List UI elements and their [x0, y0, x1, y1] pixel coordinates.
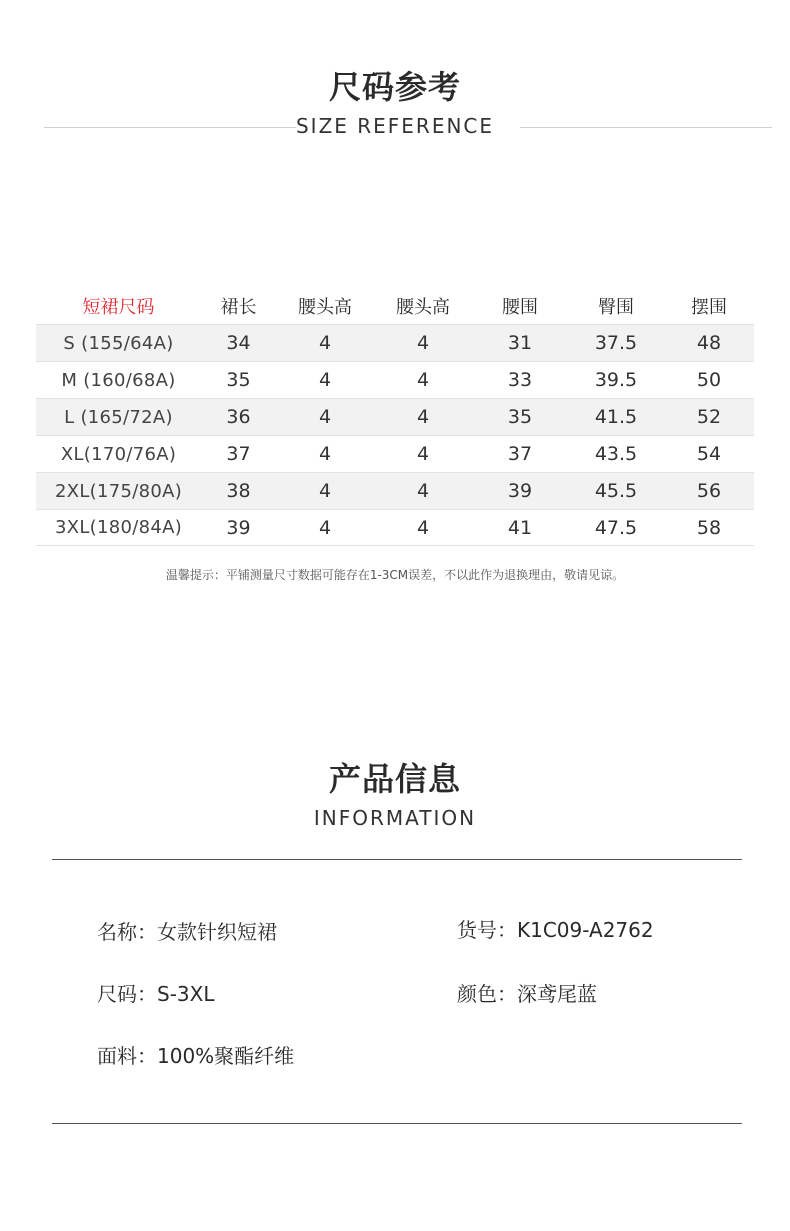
header-waistband-height: 腰头高: [298, 297, 352, 318]
size-table: [36, 288, 754, 546]
row-cell: 58: [696, 516, 722, 539]
row-cell: 50: [696, 369, 722, 391]
product-name: 名称：女款针织短裙: [97, 920, 277, 944]
row-cell: 48: [696, 332, 722, 354]
table-row: [36, 361, 754, 398]
row-size: XL(170/76A): [60, 443, 177, 465]
header-waistband-height-2: 腰头高: [396, 297, 450, 318]
table-row: [36, 398, 754, 435]
table-row: [36, 324, 754, 361]
info-title: 产品信息: [328, 760, 461, 798]
table-row: [36, 509, 754, 546]
row-cell: 41: [507, 516, 533, 539]
size-reference-title: 尺码参考: [328, 68, 461, 106]
size-reference-subtitle: SIZE REFERENCE: [295, 114, 495, 138]
title-divider-right: [520, 127, 772, 128]
row-cell: 37: [507, 443, 533, 465]
row-cell: 4: [416, 516, 430, 539]
row-cell: 41.5: [594, 406, 638, 428]
row-cell: 4: [318, 406, 332, 428]
row-cell: 47.5: [594, 516, 638, 539]
row-cell: 4: [318, 480, 332, 502]
row-size: M (160/68A): [61, 369, 176, 391]
row-cell: 39: [226, 516, 251, 539]
row-cell: 4: [416, 443, 430, 465]
info-divider-bottom: [52, 1123, 742, 1124]
row-cell: 4: [416, 480, 430, 502]
row-cell: 31: [507, 332, 533, 354]
row-cell: 37: [226, 443, 251, 465]
row-cell: 4: [318, 369, 332, 391]
row-cell: 4: [416, 369, 430, 391]
row-cell: 34: [226, 332, 251, 354]
row-size: L (165/72A): [64, 406, 173, 428]
product-sku: 货号：K1C09-A2762: [457, 918, 654, 942]
row-cell: 37.5: [594, 332, 638, 354]
row-cell: 45.5: [594, 480, 638, 502]
row-size: 3XL(180/84A): [54, 517, 183, 538]
row-cell: 39.5: [594, 369, 638, 391]
row-cell: 36: [226, 406, 251, 428]
row-cell: 4: [318, 332, 332, 354]
product-fabric: 面料：100%聚酯纤维: [97, 1044, 295, 1068]
row-cell: 4: [318, 516, 332, 539]
row-cell: 54: [696, 443, 722, 465]
row-cell: 38: [226, 480, 251, 502]
table-row: [36, 472, 754, 509]
header-hip: 臀围: [598, 297, 634, 318]
row-cell: 39: [507, 480, 533, 502]
header-hem: 摆围: [691, 297, 727, 318]
row-cell: 33: [507, 369, 533, 391]
row-size: S (155/64A): [63, 332, 174, 354]
row-cell: 43.5: [594, 443, 638, 465]
header-waist: 腰围: [502, 297, 538, 318]
row-size: 2XL(175/80A): [54, 480, 183, 502]
header-size: 短裙尺码: [82, 297, 155, 318]
info-subtitle: INFORMATION: [313, 806, 477, 830]
measurement-note: 温馨提示：平铺测量尺寸数据可能存在1-3CM误差，不以此作为退换理由，敬请见谅。: [165, 568, 625, 582]
size-table-header: [36, 288, 754, 324]
header-length: 裙长: [220, 297, 257, 318]
row-cell: 4: [416, 332, 430, 354]
row-cell: 35: [226, 369, 251, 391]
product-color: 颜色：深鸢尾蓝: [457, 982, 597, 1006]
row-cell: 52: [696, 406, 722, 428]
info-divider-top: [52, 859, 742, 860]
row-cell: 56: [696, 480, 722, 502]
product-size: 尺码：S-3XL: [97, 982, 215, 1006]
row-cell: 35: [507, 406, 533, 428]
row-cell: 4: [416, 406, 430, 428]
table-row: [36, 435, 754, 472]
row-cell: 4: [318, 443, 332, 465]
